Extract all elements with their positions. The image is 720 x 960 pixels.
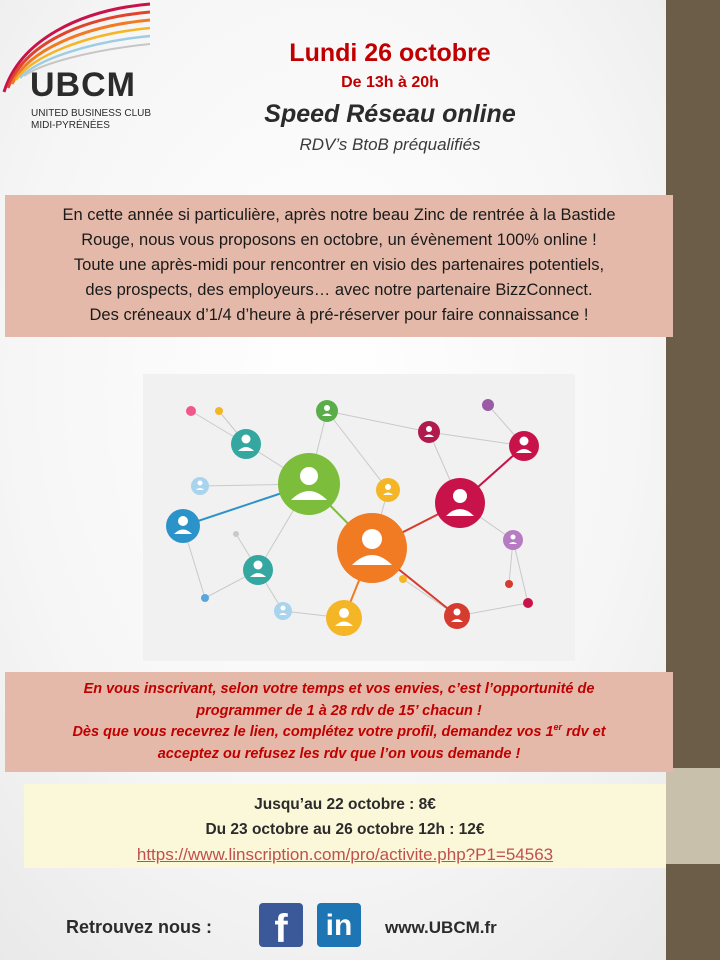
intro-box	[5, 195, 673, 337]
network-illustration	[143, 374, 575, 661]
signup-line	[11, 722, 667, 744]
registration-link[interactable]: https://www.linscription.com/pro/activite.php?P1=54563	[136, 845, 554, 864]
logo-sub-line: MIDI-PYRÉNÉES	[31, 120, 110, 131]
intro-line: Toute une après-midi pour rencontrer en visio des partenaires potentiels,	[73, 256, 605, 274]
signup-text: rdv et	[562, 724, 606, 740]
linkedin-icon[interactable]: in	[317, 903, 361, 947]
event-subtitle: RDV’s BtoB préqualifiés	[299, 135, 481, 154]
ubcm-logo	[0, 0, 160, 140]
logo-sub-line: UNITED BUSINESS CLUB	[31, 108, 152, 119]
intro-line: En cette année si particulière, après notre beau Zinc de rentrée à la Bastide	[62, 206, 616, 224]
logo-wordmark: UBCM	[30, 66, 136, 104]
signup-text: Dès que vous recevrez le lien, complétez votre profil, demandez vos 1	[72, 724, 554, 740]
signup-line: acceptez ou refusez les rdv que l’on vous demande !	[157, 745, 521, 762]
pricing-box	[24, 784, 666, 868]
event-title: Speed Réseau online	[264, 100, 516, 128]
event-header	[190, 36, 590, 158]
intro-line: des prospects, des employeurs… avec notre partenaire BizzConnect.	[85, 281, 593, 299]
person-network-icon	[143, 374, 575, 661]
side-band	[666, 0, 720, 960]
footer-label: Retrouvez nous :	[66, 917, 213, 937]
website-link[interactable]: www.UBCM.fr	[385, 918, 497, 937]
price-late: Du 23 octobre au 26 octobre 12h : 12€	[205, 821, 485, 838]
signup-line: programmer de 1 à 28 rdv de 15’ chacun !	[196, 702, 482, 719]
intro-line: Rouge, nous vous proposons en octobre, un évènement 100% online !	[81, 231, 597, 249]
logo-subtitle	[31, 108, 151, 132]
price-early: Jusqu’au 22 octobre : 8€	[254, 796, 436, 813]
signup-line: En vous inscrivant, selon votre temps et vos envies, c’est l’opportunité de	[83, 681, 595, 697]
event-date: Lundi 26 octobre	[289, 39, 491, 67]
superscript: er	[553, 722, 563, 733]
facebook-icon[interactable]: f	[259, 903, 303, 947]
signup-box	[5, 672, 673, 772]
intro-line: Des créneaux d’1/4 d’heure à pré-réserver pour faire connaissance !	[89, 306, 589, 324]
side-band-accent	[666, 768, 720, 864]
event-time: De 13h à 20h	[341, 74, 439, 91]
